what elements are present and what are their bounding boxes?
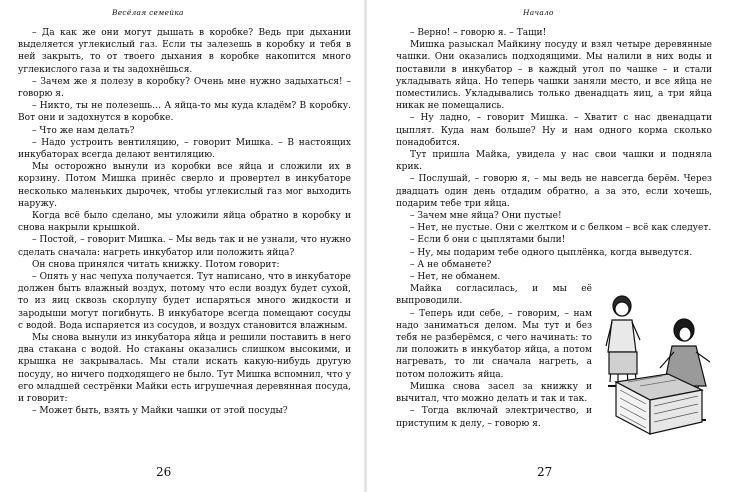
left-page-text — [18, 27, 351, 418]
left-page — [0, 0, 365, 492]
paragraph: – Зачем же я полезу в коробку? Очень мне нужно задыхаться! – говорю я. — [18, 76, 351, 100]
children-incubator-illustration — [598, 290, 718, 440]
paragraph: – Теперь иди себе, – говорим, – нам надо заниматься делом. Мы тут и без тебя не разберёмся, с чего начинать: то ли положить в инкубатор яйца, а потом нагревать, то ли сначала нагреть, а потом положить яйца. — [396, 308, 592, 380]
page-number-left: 26 — [156, 465, 172, 479]
paragraph: – Никто, ты не полезешь… А яйца-то мы куда кладём? В коробку. Вот они и задохнутся в коробке. — [18, 101, 351, 124]
paragraph: – Послушай, – говорю я, – мы ведь не навсегда берём. Через двадцать один день отдадим обратно, а за это, если хочешь, подарим тебе три яйца. — [396, 174, 712, 209]
paragraph: – Зачем мне яйца? Они пустые! — [410, 211, 562, 222]
paragraph: Тут пришла Майка, увидела у нас свои чашки и подняла крик. — [396, 150, 712, 173]
paragraph: – Тогда включай электричество, и приступим к делу, – говорю я. — [396, 406, 592, 429]
paragraph: – Опять у нас чепуха получается. Тут написано, что в инкубаторе должен быть влажный воздух, потому что если воздух будет сухой, то из яиц сквозь скорлупу будет испаряться много жидкости и зародыши могут погибнуть. В инкубаторе всегда помещают сосуды с водой. Вода испаряется из сосудов, и воздух становится влажным. — [18, 272, 351, 331]
paragraph: – А не обманете? — [410, 259, 492, 270]
paragraph: – Ну ладно, – говорит Мишка. – Хватит с нас двенадцати цыплят. Куда нам больше? Ну и нам одного корма сколько понадобится. — [396, 113, 712, 148]
running-header-right: Начало — [523, 8, 554, 17]
paragraph: – Что же нам делать? — [32, 125, 135, 136]
running-header-left: Весёлая семейка — [112, 8, 184, 17]
paragraph: – Если б они с цыплятами были! — [410, 235, 566, 246]
paragraph: – Постой, – говорит Мишка. – Мы ведь так и не узнали, что нужно сделать сначала: нагреть инкубатор или положить яйца? — [18, 235, 351, 258]
page-number-right: 27 — [537, 465, 553, 479]
paragraph: – Ну, мы подарим тебе одного цыплёнка, когда выведутся. — [410, 247, 693, 258]
paragraph: Когда всё было сделано, мы уложили яйца обратно в коробку и снова накрыли крышкой. — [18, 211, 351, 234]
paragraph: – Нет, не обманем. — [410, 272, 501, 283]
paragraph: Мы снова вынули из инкубатора яйца и решили поставить в него два стакана с водой. Но стаканы оказались слишком высокими, и крышка не закрывалась. Мы стали искать какую-нибудь другую посуду, но ничего подходящего не было. Тут Мишка вспомнил, что у его младшей сестрёнки Майки есть игрушечная деревянная посуда, и говорит: — [18, 333, 351, 405]
paragraph: Мишка разыскал Майкину посуду и взял четыре деревянные чашки. Они оказались подходящими. Мы налили в них воды и поставили в инкубатор – в каждый угол по чашке – и стали укладывать яйца. Но теперь чашки заняли место, и все яйца не поместились. Укладывались только двенадцать яиц, а три яйца никак не помещались. — [396, 40, 712, 112]
paragraph: Мишка снова засел за книжку и вычитал, что можно делать и так и так. — [396, 381, 592, 405]
paragraph: Мы осторожно вынули из коробки все яйца и сложили их в корзину. Потом Мишка принёс сверло и провертел в инкубаторе несколько маленьких дырочек, чтобы углекислый газ мог выходить наружу. — [18, 162, 351, 209]
paragraph: – Надо устроить вентиляцию, – говорит Мишка. – В настоящих инкубаторах всегда делают вентиляцию. — [18, 137, 351, 161]
paragraph: – Да как же они могут дышать в коробке? Ведь при дыхании выделяется углекислый газ. Если ты залезешь в коробку и тебя в ней закрыть, то от твоего дыхания в коробке накопится много углекислого газа и ты задохнёшься. — [18, 28, 351, 75]
paragraph: – Может быть, взять у Майки чашки от этой посуды? — [32, 406, 288, 417]
right-page — [366, 0, 731, 492]
paragraph: – Нет, не пустые. Они с желтком и с белком – всё как следует. — [410, 223, 712, 234]
boy-figure — [606, 296, 640, 386]
paragraph: Майка согласилась, и мы её выпроводили. — [396, 284, 592, 307]
paragraph: Он снова принялся читать книжку. Потом говорит: — [32, 259, 280, 270]
paragraph: – Верно! – говорю я. – Тащи! — [410, 28, 547, 38]
